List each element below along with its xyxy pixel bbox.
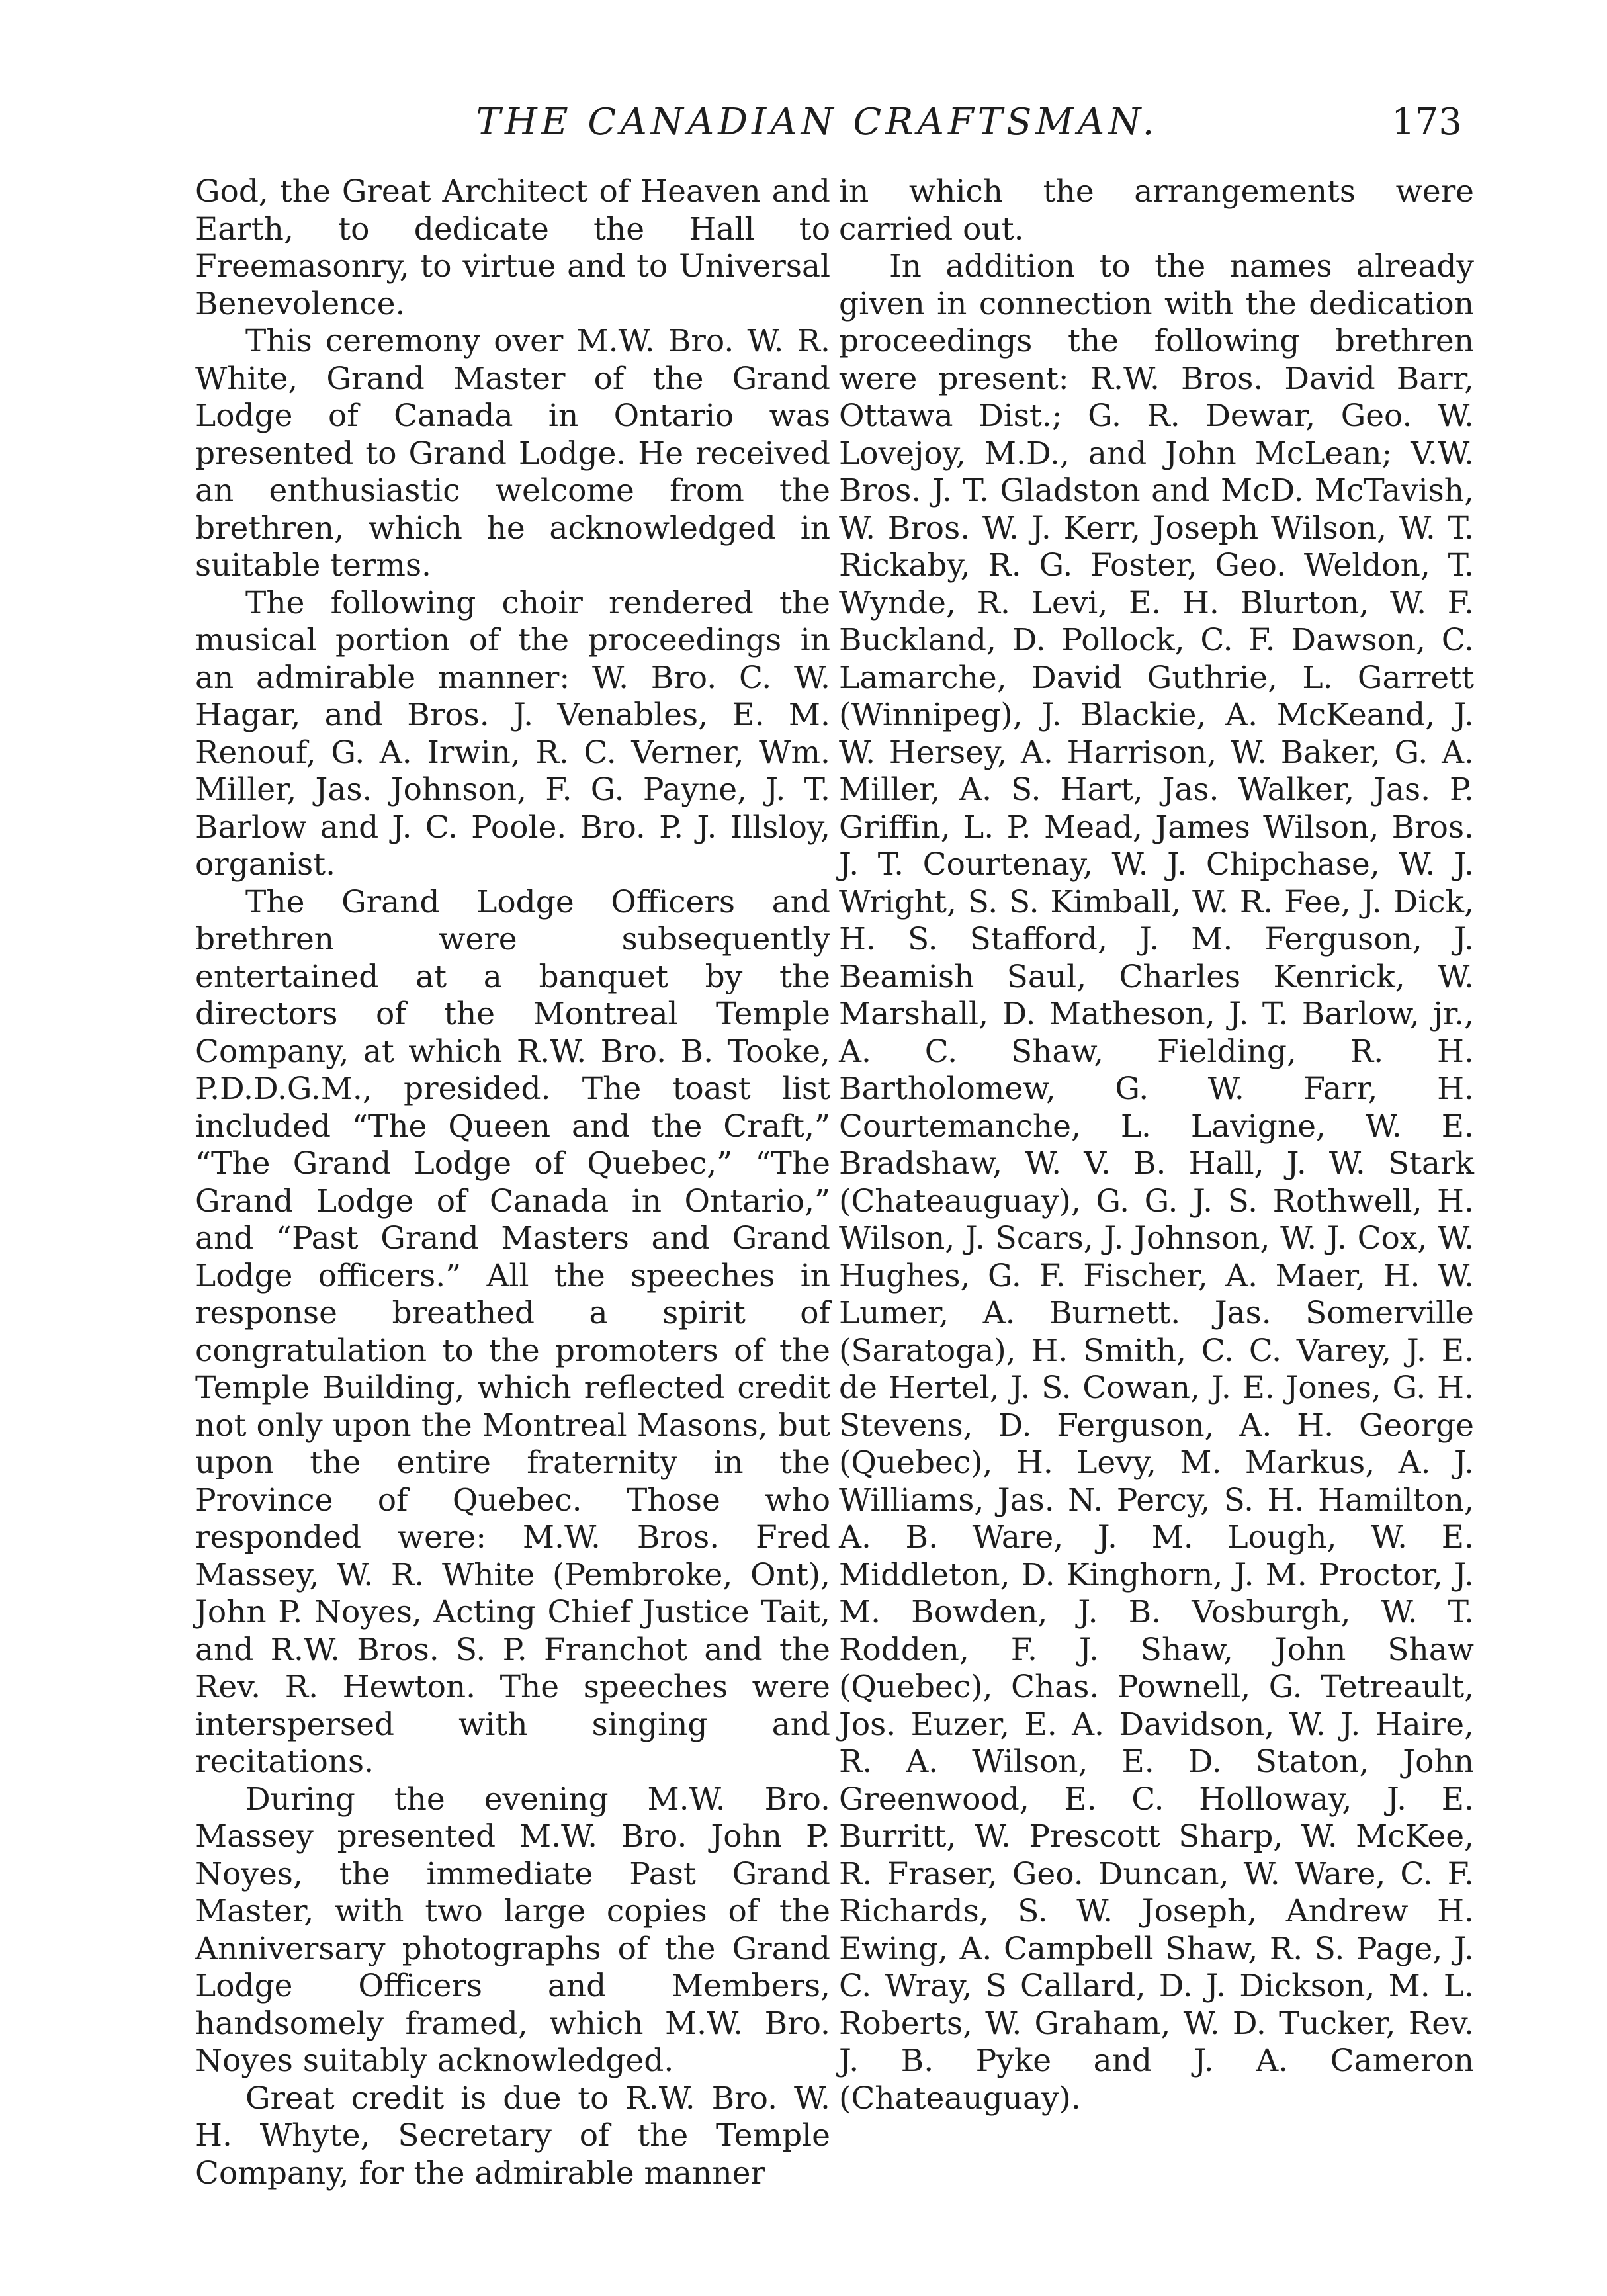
paragraph-choir: The following choir rendered the musical portion of the proceedings in an admirable manner: W. Bro. C. W. Hagar, and Bros. J. Venables, E. M. Renouf, G. A. Irwin, R. C. Verner, Wm. Miller, Jas. Johnson, F. G. Payne, J. T. Barlow and J. C. Poole. Bro. P. J. Illsloy, organist. xyxy=(195,584,830,883)
right-column xyxy=(839,173,1474,2117)
paragraph-dedication: God, the Great Architect of Heaven and Earth, to dedicate the Hall to Freemasonry, to virtue and to Universal Benevolence. xyxy=(195,173,830,322)
page-number: 173 xyxy=(1391,101,1462,144)
paragraph-banquet: The Grand Lodge Officers and brethren were subsequently entertained at a banquet by the directors of the Montreal Temple Company, at which R.W. Bro. B. Tooke, P.D.D.G.M., presided. The toast list included “The Queen and the Craft,” “The Grand Lodge of Quebec,” “The Grand Lodge of Canada in Ontario,” and “Past Grand Masters and Grand Lodge officers.” All the speeches in response breathed a spirit of congratulation to the promoters of the Temple Building, which reflected credit not only upon the Montreal Masons, but upon the entire fraternity in the Province of Quebec. Those who responded were: M.W. Bros. Fred Massey, W. R. White (Pembroke, Ont), John P. Noyes, Acting Chief Justice Tait, and R.W. Bros. S. P. Franchot and the Rev. R. Hewton. The speeches were interspersed with singing and recitations. xyxy=(195,883,830,1780)
left-column xyxy=(195,173,830,2192)
paragraph-brethren-present: In addition to the names already given in connection with the dedication proceedings the following brethren were present: R.W. Bros. David Barr, Ottawa Dist.; G. R. Dewar, Geo. W. Lovejoy, M.D., and John McLean; V.W. Bros. J. T. Gladston and McD. McTavish, W. Bros. W. J. Kerr, Joseph Wilson, W. T. Rickaby, R. G. Foster, Geo. Weldon, T. Wynde, R. Levi, E. H. Blurton, W. F. Buckland, D. Pollock, C. F. Dawson, C. Lamarche, David Guthrie, L. Garrett (Winnipeg), J. Blackie, A. McKeand, J. W. Hersey, A. Harrison, W. Baker, G. A. Miller, A. S. Hart, Jas. Walker, Jas. P. Griffin, L. P. Mead, James Wilson, Bros. J. T. Courtenay, W. J. Chipchase, W. J. Wright, S. S. Kimball, W. R. Fee, J. Dick, H. S. Stafford, J. M. Ferguson, J. Beamish Saul, Charles Kenrick, W. Marshall, D. Matheson, J. T. Barlow, jr., A. C. Shaw, Fielding, R. H. Bartholomew, G. W. Farr, H. Courtemanche, L. Lavigne, W. E. Bradshaw, W. V. B. Hall, J. W. Stark (Chateauguay), G. G. J. S. Rothwell, H. Wilson, J. Scars, J. Johnson, W. J. Cox, W. Hughes, G. F. Fischer, A. Maer, H. W. Lumer, A. Burnett. Jas. Somerville (Saratoga), H. Smith, C. C. Varey, J. E. de Hertel, J. S. Cowan, J. E. Jones, G. H. Stevens, D. Ferguson, A. H. George (Quebec), H. Levy, M. Markus, A. J. Williams, Jas. N. Percy, S. H. Hamilton, A. B. Ware, J. M. Lough, W. E. Middleton, D. Kinghorn, J. M. Proctor, J. M. Bowden, J. B. Vosburgh, W. T. Rodden, F. J. Shaw, John Shaw (Quebec), Chas. Pownell, G. Tetreault, Jos. Euzer, E. A. Davidson, W. J. Haire, R. A. Wilson, E. D. Staton, John Greenwood, E. C. Holloway, J. E. Burritt, W. Prescott Sharp, W. McKee, R. Fraser, Geo. Duncan, W. Ware, C. F. Richards, S. W. Joseph, Andrew H. Ewing, A. Campbell Shaw, R. S. Page, J. C. Wray, S Callard, D. J. Dickson, M. L. Roberts, W. Graham, W. D. Tucker, Rev. J. B. Pyke and J. A. Cameron (Chateauguay). xyxy=(839,248,1474,2117)
running-head xyxy=(172,93,1462,152)
running-title: THE CANADIAN CRAFTSMAN. xyxy=(476,101,1158,144)
paragraph-credit: Great credit is due to R.W. Bro. W. H. Whyte, Secretary of the Temple Company, for the admirable manner xyxy=(195,2080,830,2191)
paragraph-credit-continued: in which the arrangements were carried out. xyxy=(839,173,1474,247)
paragraph-grand-master-welcome: This ceremony over M.W. Bro. W. R. White, Grand Master of the Grand Lodge of Canada in Ontario was presented to Grand Lodge. He received an enthusiastic welcome from the brethren, which he acknowledged in suitable terms. xyxy=(195,323,830,584)
paragraph-photographs: During the evening M.W. Bro. Massey presented M.W. Bro. John P. Noyes, the immediate Past Grand Master, with two large copies of the Anniversary photographs of the Grand Lodge Officers and Members, handsomely framed, which M.W. Bro. Noyes suitably acknowledged. xyxy=(195,1781,830,2079)
